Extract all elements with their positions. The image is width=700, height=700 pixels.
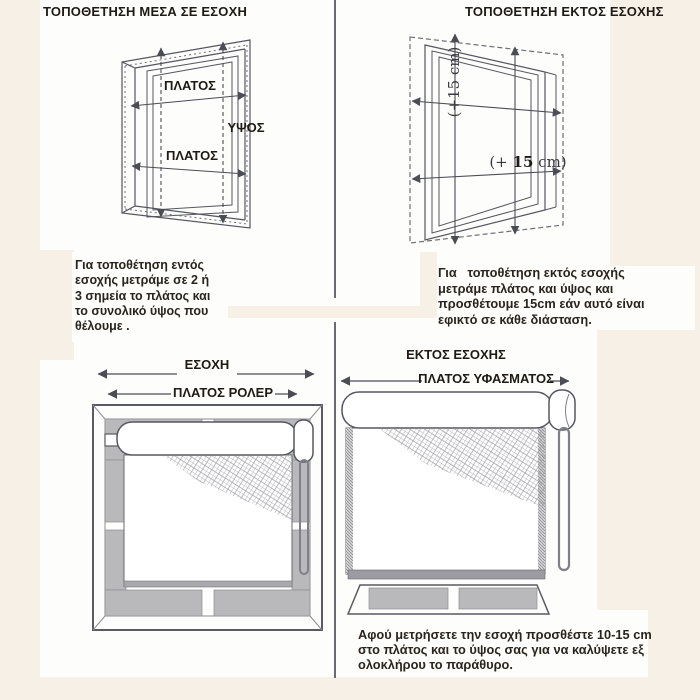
note-inside-recess [75,258,210,334]
roller-tube [117,422,297,455]
note-line: Για τοποθέτηση εκτός εσοχής [438,265,625,280]
blind-bottom-bar [348,570,545,579]
outside-dashed-outline [410,37,563,243]
note-line: εφικτό σε κάθε διάσταση. [438,311,592,327]
roller-end-cap [549,390,575,430]
title-outside-recess: ΤΟΠΟΘΕΤΗΣΗ ΕΚΤΟΣ ΕΣΟΧΗΣ [465,4,664,19]
note-line: προσθέτουμε 15cm εάν αυτό είναι [438,296,645,311]
roller-width-label: ΠΛΑΤΟΣ ΡΟΛΕΡ [172,385,274,400]
roller-end-cap [294,420,313,462]
note-outside-recess [438,265,645,327]
blind-bottom-bar [124,581,292,587]
note-line: Για τοποθέτηση εντός [75,258,204,272]
recess-label: ΕΣΟΧΗ [184,357,230,372]
diagram-roller-inside-recess [85,348,335,650]
plus15-close: cm) [533,153,567,171]
outside-recess-title: ΕΚΤΟΣ ΕΣΟΧΗΣ [406,347,506,362]
fabric-left-rail-texture [346,428,353,574]
vertical-plus15-label: (+15 cm) [445,46,463,118]
height-label: ΥΨΟΣ [227,120,265,135]
fabric-width-label: ΠΛΑΤΟΣ ΥΦΑΣΜΑΤΟΣ [418,371,554,386]
note-line: εσοχής μετράμε σε 2 ή [75,273,210,288]
diagram-window-inside-recess [95,27,295,252]
width-label-bottom: ΠΛΑΤΟΣ [166,148,218,163]
note-line: θέλουμε . [75,319,130,334]
divider-line-top [334,0,336,298]
note-line: ολοκλήρου το παράθυρο. [358,657,513,673]
cream-notch-right [420,252,437,318]
horizontal-plus15-label [489,153,566,171]
plus15-value: 15 [512,153,534,171]
plus15-open: (+ [489,153,513,171]
roller-tube [342,392,553,428]
width-label-top: ΠΛΑΤΟΣ [164,78,216,93]
diagram-window-outside-recess [395,28,610,256]
chain-loop [559,428,569,570]
note-line: 3 σημεία το πλάτος και [75,288,211,303]
cream-notch-left [40,250,74,360]
note-line: Αφού μετρήσετε την εσοχή προσθέστε 10-15 cm [358,627,652,642]
note-line: στο πλάτος και το ύψος σας για να καλύψετε εξ [358,642,644,658]
note-line: το συνολικό ύψος που [75,303,209,318]
title-inside-recess: ΤΟΠΟΘΕΤΗΣΗ ΜΕΣΑ ΣΕ ΕΣΟΧΗ [43,4,248,19]
note-bottom [358,627,652,673]
diagram-roller-outside-recess [338,342,600,632]
note-line: μετράμε πλάτος και ύψος και [438,280,614,296]
